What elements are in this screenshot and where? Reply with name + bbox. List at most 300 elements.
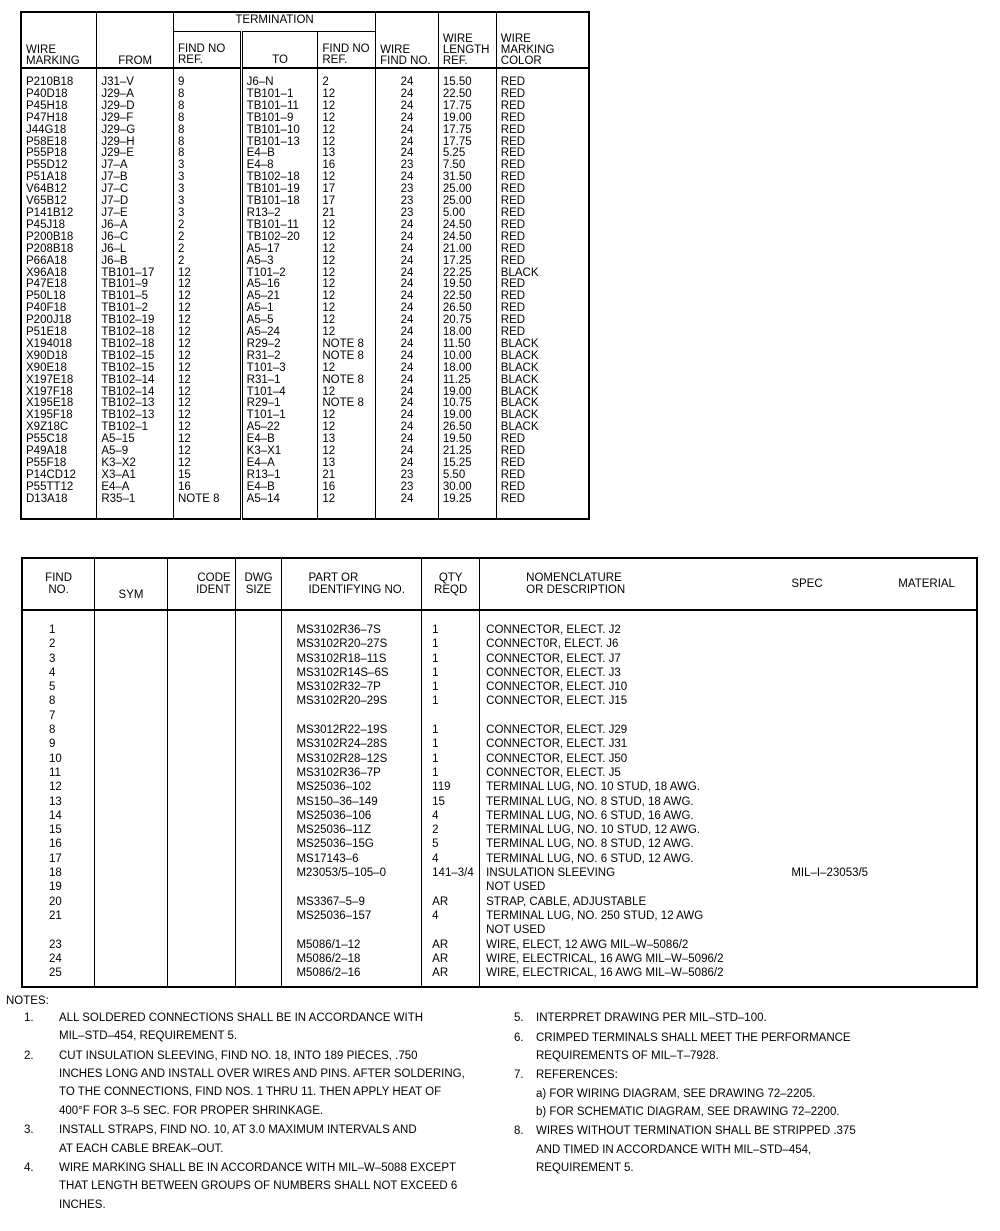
cell-sym xyxy=(95,709,168,723)
note-line: AND TIMED IN ACCORDANCE WITH MIL–STD–454, xyxy=(536,1143,812,1156)
cell-part-no: M5086/2–18 xyxy=(282,952,422,966)
cell-find-no-ref-to: 2 xyxy=(318,68,376,89)
cell-wire-length: 18.00 xyxy=(438,327,496,339)
cell-to: R29–1 xyxy=(241,398,318,410)
cell-part-no: MS150–36–149 xyxy=(282,795,422,809)
cell-find-no-ref-to: 17 xyxy=(318,196,376,208)
cell-part-no: MS25036–102 xyxy=(282,780,422,794)
cell-find-no-ref-from: 2 xyxy=(174,220,242,232)
cell-marking-color: RED xyxy=(496,446,589,458)
cell-code-ident xyxy=(167,680,235,694)
cell-marking-color: BLACK xyxy=(496,339,589,351)
cell-wire-marking: P40D18 xyxy=(21,89,97,101)
cell-wire-marking: P210B18 xyxy=(21,68,97,89)
cell-spec xyxy=(755,666,877,680)
note-line: CRIMPED TERMINALS SHALL MEET THE PERFORMANCE xyxy=(536,1031,851,1044)
cell-code-ident xyxy=(167,709,235,723)
cell-find-no-ref-to: 12 xyxy=(318,125,376,137)
cell-wire-length: 5.00 xyxy=(438,208,496,220)
cell-dwg-size xyxy=(235,938,282,952)
cell-spec xyxy=(755,909,877,923)
cell-find-no-ref-from: 2 xyxy=(174,244,242,256)
cell-from: K3–X2 xyxy=(97,458,174,470)
cell-material xyxy=(877,809,977,823)
cell-spec xyxy=(755,723,877,737)
cell-part-no: M5086/1–12 xyxy=(282,938,422,952)
cell-code-ident xyxy=(167,823,235,837)
header-code-ident: CODE IDENT xyxy=(167,558,235,610)
cell-find-no-ref-from: 2 xyxy=(174,232,242,244)
cell-qty: 15 xyxy=(422,795,480,809)
cell-find-no-ref-to: 12 xyxy=(318,494,376,519)
cell-wire-marking: P47H18 xyxy=(21,113,97,125)
cell-marking-color: RED xyxy=(496,244,589,256)
cell-dwg-size xyxy=(235,880,282,894)
note-number: 2. xyxy=(24,1049,34,1062)
cell-wire-marking: V65B12 xyxy=(21,196,97,208)
cell-to: R13–2 xyxy=(241,208,318,220)
cell-wire-marking: P49A18 xyxy=(21,446,97,458)
cell-description: CONNECTOR, ELECT. J15 xyxy=(486,695,628,708)
cell-from: J29–H xyxy=(97,137,174,149)
cell-dwg-size xyxy=(235,723,282,737)
cell-material xyxy=(877,780,977,794)
cell-qty: 1 xyxy=(422,766,480,780)
header-spec: SPEC xyxy=(755,558,877,610)
cell-from: J29–A xyxy=(97,89,174,101)
note-number: 1. xyxy=(24,1012,34,1024)
cell-wire-length: 17.75 xyxy=(438,125,496,137)
cell-qty: 1 xyxy=(422,610,480,637)
cell-find-no-ref-from: 12 xyxy=(174,375,242,387)
parts-list-body xyxy=(22,610,977,987)
cell-find-no-ref-to: 12 xyxy=(318,315,376,327)
cell-part-no: MS17143–6 xyxy=(282,852,422,866)
cell-qty xyxy=(422,880,480,894)
cell-spec xyxy=(755,895,877,909)
cell-wire-length: 5.50 xyxy=(438,470,496,482)
cell-find-no-ref-from: NOTE 8 xyxy=(174,494,242,519)
cell-wire-find-no: 24 xyxy=(376,363,439,375)
cell-part-no: MS3102R36–7S xyxy=(282,610,422,637)
cell-find-no-ref-to: NOTE 8 xyxy=(318,339,376,351)
cell-code-ident xyxy=(167,837,235,851)
note-line: INSTALL STRAPS, FIND NO. 10, AT 3.0 MAXIMUM INTERVALS AND xyxy=(59,1124,417,1137)
cell-find-no: 17 xyxy=(22,852,95,866)
cell-wire-length: 10.00 xyxy=(438,351,496,363)
cell-wire-find-no: 23 xyxy=(376,208,439,220)
cell-description: CONNECTOR, ELECT. J5 xyxy=(486,766,621,779)
cell-marking-color: RED xyxy=(496,148,589,160)
header-find-no-ref-1: FIND NO REF. xyxy=(174,32,242,69)
cell-qty: 1 xyxy=(422,737,480,751)
cell-find-no-ref-from: 12 xyxy=(174,363,242,375)
cell-find-no-ref-from: 12 xyxy=(174,398,242,410)
cell-part-no: MS3367–5–9 xyxy=(282,895,422,909)
cell-sym xyxy=(95,652,168,666)
cell-marking-color: RED xyxy=(496,172,589,184)
header-find-no: FIND NO. xyxy=(22,558,95,610)
cell-part-no xyxy=(282,880,422,894)
parts-list-table xyxy=(21,557,978,988)
cell-wire-length: 18.00 xyxy=(438,363,496,375)
cell-marking-color: RED xyxy=(496,196,589,208)
cell-dwg-size xyxy=(235,666,282,680)
cell-sym xyxy=(95,694,168,708)
cell-material xyxy=(877,610,977,637)
cell-sym xyxy=(95,895,168,909)
cell-find-no-ref-from: 3 xyxy=(174,172,242,184)
cell-marking-color: RED xyxy=(496,482,589,494)
cell-marking-color: BLACK xyxy=(496,363,589,375)
cell-part-no xyxy=(282,709,422,723)
note-line: CUT INSULATION SLEEVING, FIND NO. 18, INTO 189 PIECES, .750 xyxy=(59,1049,418,1062)
cell-find-no: 19 xyxy=(22,880,95,894)
cell-from: TB102–14 xyxy=(97,375,174,387)
note-line: MIL–STD–454, REQUIREMENT 5. xyxy=(59,1030,238,1043)
cell-find-no-ref-from: 12 xyxy=(174,327,242,339)
cell-marking-color: RED xyxy=(496,458,589,470)
cell-find-no-ref-from: 12 xyxy=(174,422,242,434)
cell-part-no: MS3102R14S–6S xyxy=(282,666,422,680)
cell-marking-color: RED xyxy=(496,232,589,244)
wire-row xyxy=(21,232,589,244)
cell-find-no-ref-from: 3 xyxy=(174,160,242,172)
cell-qty: 1 xyxy=(422,652,480,666)
cell-dwg-size xyxy=(235,652,282,666)
cell-wire-find-no: 24 xyxy=(376,113,439,125)
cell-wire-length: 19.00 xyxy=(438,387,496,399)
cell-wire-find-no: 23 xyxy=(376,184,439,196)
cell-find-no-ref-to: 12 xyxy=(318,101,376,113)
cell-wire-find-no: 24 xyxy=(376,375,439,387)
cell-wire-length: 25.00 xyxy=(438,184,496,196)
cell-wire-find-no: 24 xyxy=(376,244,439,256)
cell-part-no: MS25036–15G xyxy=(282,837,422,851)
cell-qty: 1 xyxy=(422,723,480,737)
cell-qty xyxy=(422,923,480,937)
cell-find-no-ref-from: 8 xyxy=(174,89,242,101)
cell-marking-color: RED xyxy=(496,434,589,446)
cell-code-ident xyxy=(167,652,235,666)
cell-find-no-ref-to: NOTE 8 xyxy=(318,398,376,410)
cell-dwg-size xyxy=(235,823,282,837)
cell-wire-marking: V64B12 xyxy=(21,184,97,196)
cell-find-no-ref-to: NOTE 8 xyxy=(318,375,376,387)
cell-marking-color: BLACK xyxy=(496,410,589,422)
cell-from: A5–9 xyxy=(97,446,174,458)
cell-dwg-size xyxy=(235,966,282,987)
cell-qty: AR xyxy=(422,938,480,952)
cell-find-no-ref-from: 12 xyxy=(174,434,242,446)
cell-marking-color: BLACK xyxy=(496,387,589,399)
cell-spec xyxy=(755,637,877,651)
cell-code-ident xyxy=(167,952,235,966)
cell-find-no-ref-to: 13 xyxy=(318,434,376,446)
cell-find-no-ref-from: 8 xyxy=(174,125,242,137)
cell-wire-find-no: 24 xyxy=(376,89,439,101)
note-line: REFERENCES: xyxy=(536,1069,618,1082)
cell-sym xyxy=(95,909,168,923)
header-from: FROM xyxy=(97,12,174,68)
cell-material xyxy=(877,938,977,952)
cell-wire-length: 24.50 xyxy=(438,220,496,232)
cell-find-no-ref-from: 12 xyxy=(174,387,242,399)
cell-qty: 1 xyxy=(422,752,480,766)
cell-find-no-ref-to: NOTE 8 xyxy=(318,351,376,363)
cell-dwg-size xyxy=(235,866,282,880)
cell-wire-length: 11.25 xyxy=(438,375,496,387)
cell-part-no xyxy=(282,923,422,937)
cell-spec xyxy=(755,694,877,708)
cell-code-ident xyxy=(167,795,235,809)
cell-part-no: M23053/5–105–0 xyxy=(282,866,422,880)
header-wire-find-no: WIRE FIND NO. xyxy=(376,12,439,68)
cell-from: TB102–15 xyxy=(97,363,174,375)
note-line: 400°F FOR 3–5 SEC. FOR PROPER SHRINKAGE. xyxy=(59,1104,324,1117)
cell-wire-find-no: 24 xyxy=(376,351,439,363)
header-dwg-size: DWG SIZE xyxy=(235,558,282,610)
parts-header-row xyxy=(22,558,977,610)
parts-row xyxy=(22,895,977,909)
cell-material xyxy=(877,637,977,651)
cell-from: J6–B xyxy=(97,256,174,268)
cell-find-no-ref-from: 16 xyxy=(174,482,242,494)
cell-wire-marking: P50L18 xyxy=(21,291,97,303)
cell-wire-length: 17.75 xyxy=(438,137,496,149)
cell-wire-marking: J44G18 xyxy=(21,125,97,137)
cell-to: TB101–19 xyxy=(241,184,318,196)
cell-code-ident xyxy=(167,880,235,894)
note-number: 7. xyxy=(514,1069,524,1082)
cell-to: T101–1 xyxy=(241,410,318,422)
wire-row xyxy=(21,482,589,494)
header-wire-marking-color: WIRE MARKING COLOR xyxy=(496,12,589,68)
cell-wire-length: 31.50 xyxy=(438,172,496,184)
cell-code-ident xyxy=(167,723,235,737)
cell-part-no: MS25036–106 xyxy=(282,809,422,823)
cell-marking-color: BLACK xyxy=(496,375,589,387)
cell-wire-marking: X197E18 xyxy=(21,375,97,387)
cell-wire-find-no: 23 xyxy=(376,160,439,172)
cell-marking-color: RED xyxy=(496,68,589,89)
cell-material xyxy=(877,723,977,737)
cell-to: E4–B xyxy=(241,434,318,446)
cell-wire-find-no: 23 xyxy=(376,196,439,208)
cell-find-no: 4 xyxy=(22,666,95,680)
cell-part-no: MS3102R28–12S xyxy=(282,752,422,766)
cell-description: TERMINAL LUG, NO. 10 STUD, 12 AWG. xyxy=(486,824,701,837)
cell-part-no: MS3102R20–27S xyxy=(282,637,422,651)
cell-wire-length: 22.25 xyxy=(438,268,496,280)
cell-material xyxy=(877,837,977,851)
cell-code-ident xyxy=(167,694,235,708)
parts-row xyxy=(22,752,977,766)
cell-code-ident xyxy=(167,866,235,880)
cell-spec xyxy=(755,752,877,766)
cell-from: J7–E xyxy=(97,208,174,220)
cell-wire-find-no: 24 xyxy=(376,125,439,137)
cell-marking-color: RED xyxy=(496,470,589,482)
cell-qty: 4 xyxy=(422,909,480,923)
cell-find-no: 5 xyxy=(22,680,95,694)
cell-dwg-size xyxy=(235,737,282,751)
cell-to: T101–3 xyxy=(241,363,318,375)
cell-spec xyxy=(755,923,877,937)
cell-dwg-size xyxy=(235,610,282,637)
parts-row xyxy=(22,766,977,780)
cell-find-no xyxy=(22,923,95,937)
cell-wire-length: 19.25 xyxy=(438,494,496,519)
cell-description: WIRE, ELECTRICAL, 16 AWG MIL–W–5096/2 xyxy=(486,952,724,965)
cell-wire-marking: P14CD12 xyxy=(21,470,97,482)
cell-qty: 119 xyxy=(422,780,480,794)
note-line: REQUIREMENT 5. xyxy=(536,1162,634,1174)
cell-wire-length: 15.25 xyxy=(438,458,496,470)
cell-wire-find-no: 24 xyxy=(376,315,439,327)
cell-marking-color: RED xyxy=(496,327,589,339)
cell-find-no-ref-from: 3 xyxy=(174,184,242,196)
cell-marking-color: RED xyxy=(496,256,589,268)
cell-wire-find-no: 24 xyxy=(376,291,439,303)
cell-find-no: 8 xyxy=(22,694,95,708)
parts-row xyxy=(22,694,977,708)
cell-find-no-ref-from: 12 xyxy=(174,446,242,458)
cell-material xyxy=(877,766,977,780)
cell-sym xyxy=(95,610,168,637)
cell-to: TB101–11 xyxy=(241,101,318,113)
cell-find-no-ref-to: 12 xyxy=(318,291,376,303)
parts-row xyxy=(22,852,977,866)
cell-find-no-ref-to: 12 xyxy=(318,327,376,339)
cell-find-no-ref-to: 12 xyxy=(318,244,376,256)
cell-description: CONNECTOR, ELECT. J2 xyxy=(486,624,621,636)
wire-list-table xyxy=(20,11,590,520)
cell-marking-color: RED xyxy=(496,494,589,519)
cell-sym xyxy=(95,737,168,751)
cell-qty: AR xyxy=(422,966,480,987)
cell-wire-marking: X90D18 xyxy=(21,351,97,363)
cell-description: TERMINAL LUG, NO. 250 STUD, 12 AWG xyxy=(486,909,704,922)
cell-wire-marking: X197F18 xyxy=(21,387,97,399)
cell-spec xyxy=(755,610,877,637)
cell-spec xyxy=(755,809,877,823)
cell-find-no: 7 xyxy=(22,709,95,723)
wire-row xyxy=(21,363,589,375)
cell-wire-length: 19.00 xyxy=(438,410,496,422)
cell-code-ident xyxy=(167,766,235,780)
cell-to: TB101–11 xyxy=(241,220,318,232)
cell-to: TB101–13 xyxy=(241,137,318,149)
cell-part-no: MS3102R32–7P xyxy=(282,680,422,694)
cell-sym xyxy=(95,823,168,837)
cell-description: TERMINAL LUG, NO. 8 STUD, 12 AWG. xyxy=(486,838,694,851)
cell-wire-find-no: 24 xyxy=(376,268,439,280)
cell-wire-find-no: 24 xyxy=(376,172,439,184)
cell-wire-length: 21.00 xyxy=(438,244,496,256)
cell-find-no-ref-to: 12 xyxy=(318,172,376,184)
cell-description: TERMINAL LUG, NO. 8 STUD, 18 AWG. xyxy=(486,795,694,808)
cell-wire-marking: P55P18 xyxy=(21,148,97,160)
cell-from: TB101–5 xyxy=(97,291,174,303)
cell-find-no-ref-to: 12 xyxy=(318,220,376,232)
note-line: REQUIREMENTS OF MIL–T–7928. xyxy=(536,1049,719,1062)
cell-dwg-size xyxy=(235,780,282,794)
cell-to: A5–22 xyxy=(241,422,318,434)
cell-find-no-ref-to: 12 xyxy=(318,303,376,315)
cell-description: INSULATION SLEEVING xyxy=(486,867,616,880)
cell-find-no: 3 xyxy=(22,652,95,666)
cell-find-no-ref-to: 12 xyxy=(318,89,376,101)
cell-part-no: MS3102R24–28S xyxy=(282,737,422,751)
cell-marking-color: BLACK xyxy=(496,268,589,280)
cell-description xyxy=(480,709,756,723)
cell-sym xyxy=(95,880,168,894)
wire-row xyxy=(21,375,589,387)
cell-dwg-size xyxy=(235,752,282,766)
cell-description: NOT USED xyxy=(486,924,546,937)
cell-dwg-size xyxy=(235,909,282,923)
cell-marking-color: RED xyxy=(496,279,589,291)
cell-find-no-ref-from: 9 xyxy=(174,68,242,89)
cell-wire-marking: P51A18 xyxy=(21,172,97,184)
note-line: INTERPRET DRAWING PER MIL–STD–100. xyxy=(536,1012,767,1024)
cell-find-no-ref-to: 13 xyxy=(318,458,376,470)
cell-material xyxy=(877,795,977,809)
cell-find-no-ref-to: 12 xyxy=(318,410,376,422)
cell-spec xyxy=(755,680,877,694)
cell-wire-find-no: 24 xyxy=(376,339,439,351)
parts-row xyxy=(22,823,977,837)
cell-find-no: 21 xyxy=(22,909,95,923)
cell-sym xyxy=(95,837,168,851)
note-line: THAT LENGTH BETWEEN GROUPS OF NUMBERS SHALL NOT EXCEED 6 xyxy=(59,1180,458,1193)
cell-find-no-ref-to: 12 xyxy=(318,113,376,125)
cell-to: R31–2 xyxy=(241,351,318,363)
cell-to: K3–X1 xyxy=(241,446,318,458)
cell-wire-length: 26.50 xyxy=(438,303,496,315)
cell-from: R35–1 xyxy=(97,494,174,519)
wire-row xyxy=(21,101,589,113)
cell-wire-find-no: 24 xyxy=(376,101,439,113)
cell-find-no-ref-from: 12 xyxy=(174,410,242,422)
header-material: MATERIAL xyxy=(877,558,977,610)
cell-sym xyxy=(95,666,168,680)
cell-find-no-ref-to: 12 xyxy=(318,268,376,280)
header-to: TO xyxy=(241,32,318,69)
cell-to: E4–B xyxy=(241,482,318,494)
cell-sym xyxy=(95,723,168,737)
cell-wire-find-no: 24 xyxy=(376,232,439,244)
cell-qty: AR xyxy=(422,895,480,909)
cell-qty: 1 xyxy=(422,680,480,694)
cell-sym xyxy=(95,795,168,809)
cell-marking-color: RED xyxy=(496,184,589,196)
cell-find-no: 10 xyxy=(22,752,95,766)
parts-row xyxy=(22,666,977,680)
cell-to: A5–21 xyxy=(241,291,318,303)
cell-material xyxy=(877,680,977,694)
cell-to: R13–1 xyxy=(241,470,318,482)
cell-wire-length: 11.50 xyxy=(438,339,496,351)
cell-spec xyxy=(755,852,877,866)
cell-wire-marking: P51E18 xyxy=(21,327,97,339)
cell-code-ident xyxy=(167,809,235,823)
cell-material xyxy=(877,852,977,866)
parts-row xyxy=(22,780,977,794)
cell-sym xyxy=(95,780,168,794)
cell-code-ident xyxy=(167,852,235,866)
